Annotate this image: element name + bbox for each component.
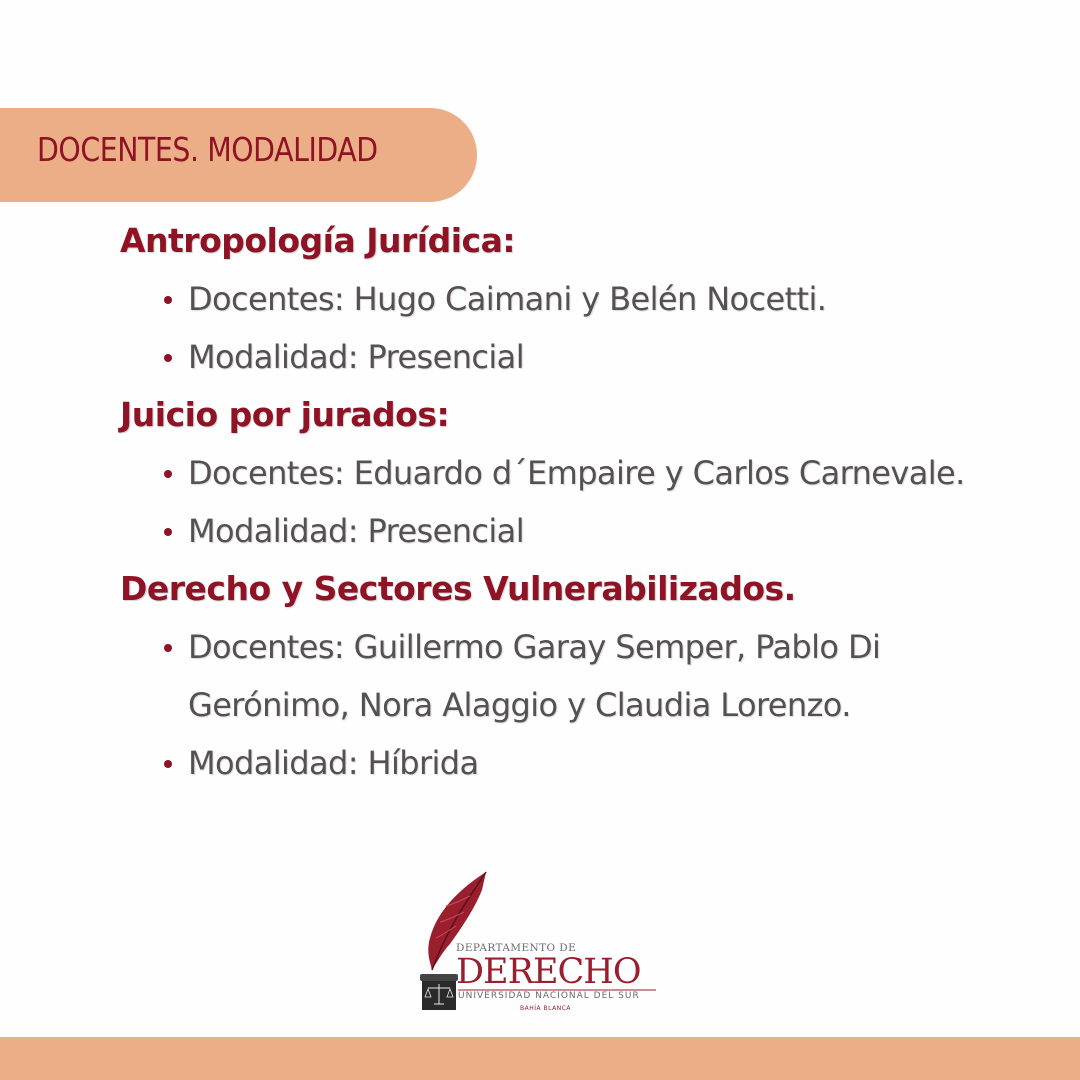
list-item	[188, 270, 1040, 328]
logo-wordmark: DERECHO	[456, 952, 641, 992]
list-item	[188, 502, 1040, 560]
list-item	[188, 444, 1040, 502]
section-heading: Antropología Jurídica:	[120, 221, 516, 260]
bullet-icon	[164, 296, 172, 304]
list-item-text: Modalidad: Presencial	[188, 512, 524, 550]
bullet-icon	[164, 528, 172, 536]
list-item	[188, 328, 1040, 386]
page-title: DOCENTES. MODALIDAD	[37, 130, 378, 169]
list-item-text: Docentes: Eduardo d´Empaire y Carlos Carnevale.	[188, 454, 965, 492]
bullet-icon	[164, 644, 172, 652]
department-logo	[416, 870, 666, 1020]
list-item	[188, 618, 1040, 734]
footer-bar	[0, 1037, 1080, 1080]
list-item-text: Modalidad: Híbrida	[188, 744, 479, 782]
bullet-list	[120, 270, 1040, 386]
list-item-text: Docentes: Hugo Caimani y Belén Nocetti.	[188, 280, 827, 318]
section-heading: Derecho y Sectores Vulnerabilizados.	[120, 569, 796, 608]
bullet-icon	[164, 470, 172, 478]
section-heading: Juicio por jurados:	[120, 395, 450, 434]
list-item	[188, 734, 1040, 792]
content	[120, 212, 1040, 792]
logo-city: BAHÍA BLANCA	[520, 1005, 571, 1012]
logo-university: UNIVERSIDAD NACIONAL DEL SUR	[458, 991, 640, 1001]
bullet-list	[120, 618, 1040, 792]
logo-text-top: DEPARTAMENTO DE	[456, 942, 577, 954]
list-item-text: Docentes: Guillermo Garay Semper, Pablo Di Gerónimo, Nora Alaggio y Claudia Lorenzo.	[188, 628, 881, 724]
bullet-list	[120, 444, 1040, 560]
bullet-icon	[164, 354, 172, 362]
bullet-icon	[164, 760, 172, 768]
list-item-text: Modalidad: Presencial	[188, 338, 524, 376]
